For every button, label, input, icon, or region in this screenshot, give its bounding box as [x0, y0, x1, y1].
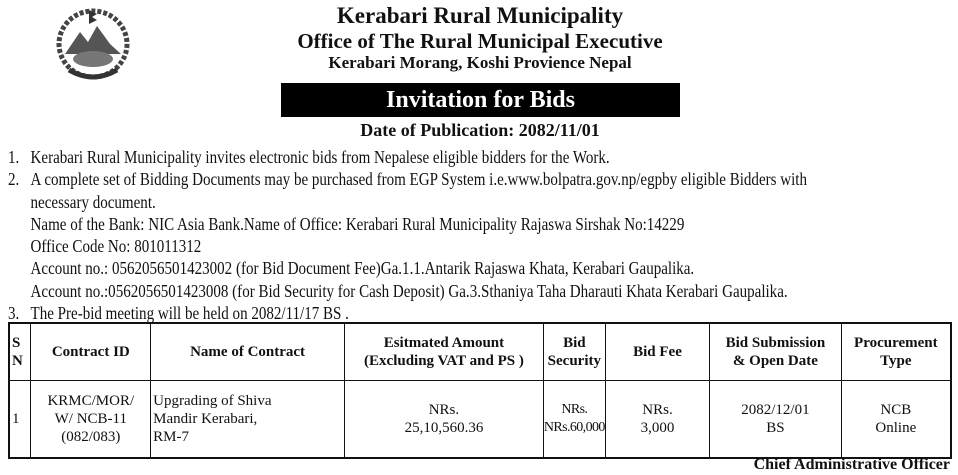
office-code: Office Code No: 801011312: [30, 236, 202, 257]
col-amount: Esitmated Amount (Excluding VAT and PS ): [344, 323, 543, 381]
bank-info: Name of the Bank: NIC Asia Bank.Name of Office: Kerabari Rural Municipality Rajaswa Sirshak No:14229: [30, 213, 685, 234]
list-item-continued: necessary document.: [30, 191, 156, 212]
list-item: 3. The Pre-bid meeting will be held on 2082/11/17 BS .: [8, 303, 349, 324]
banner-title: Invitation for Bids: [281, 83, 680, 117]
account-2: Account no.:0562056501423008 (for Bid Security for Cash Deposit) Ga.3.Sthaniya Taha Dharauti Khata Kerabari Gaupalika.: [30, 280, 788, 301]
col-security: Bid Security: [543, 323, 605, 381]
cell-amount: NRs. 25,10,560.36: [344, 381, 543, 459]
cell-name: Upgrading of Shiva Mandir Kerabari, RM-7: [151, 381, 345, 459]
notice-body: [8, 146, 952, 324]
bid-table: [8, 322, 952, 459]
org-name: Kerabari Rural Municipality: [336, 3, 624, 28]
col-submission: Bid Submission & Open Date: [710, 323, 841, 381]
cell-contract-id: KRMC/MOR/ W/ NCB-11 (082/083): [31, 381, 151, 459]
table-row: [9, 381, 951, 459]
col-fee: Bid Fee: [605, 323, 709, 381]
office-name: Office of The Rural Municipal Executive: [297, 29, 663, 53]
col-type: Procurement Type: [841, 323, 951, 381]
col-contract-id: Contract ID: [31, 323, 151, 381]
government-emblem-logo: [55, 4, 131, 82]
cell-fee: NRs. 3,000: [605, 381, 709, 459]
cell-sn: 1: [9, 381, 31, 459]
list-item: 1. Kerabari Rural Municipality invites electronic bids from Nepalese eligible bidders for the Work.: [8, 147, 610, 167]
col-name: Name of Contract: [151, 323, 345, 381]
address: Kerabari Morang, Koshi Provience Nepal: [328, 53, 632, 72]
signature-title: Chief Administrative Officer: [753, 456, 950, 473]
table-header-row: [9, 323, 951, 381]
list-item: 2. A complete set of Bidding Documents may be purchased from EGP System i.e.www.bolpatra.gov.np/egpby eligible Bidders with: [8, 169, 807, 190]
publication-date: Date of Publication: 2082/11/01: [360, 120, 600, 140]
cell-type: NCB Online: [841, 381, 951, 459]
account-1: Account no.: 0562056501423002 (for Bid Document Fee)Ga.1.1.Antarik Rajaswa Khata, Kerabari Gaupalika.: [30, 258, 695, 279]
col-sn: S N: [9, 323, 31, 381]
cell-security: NRs. NRs.60,000: [543, 381, 605, 459]
cell-date: 2082/12/01 BS: [710, 381, 841, 459]
